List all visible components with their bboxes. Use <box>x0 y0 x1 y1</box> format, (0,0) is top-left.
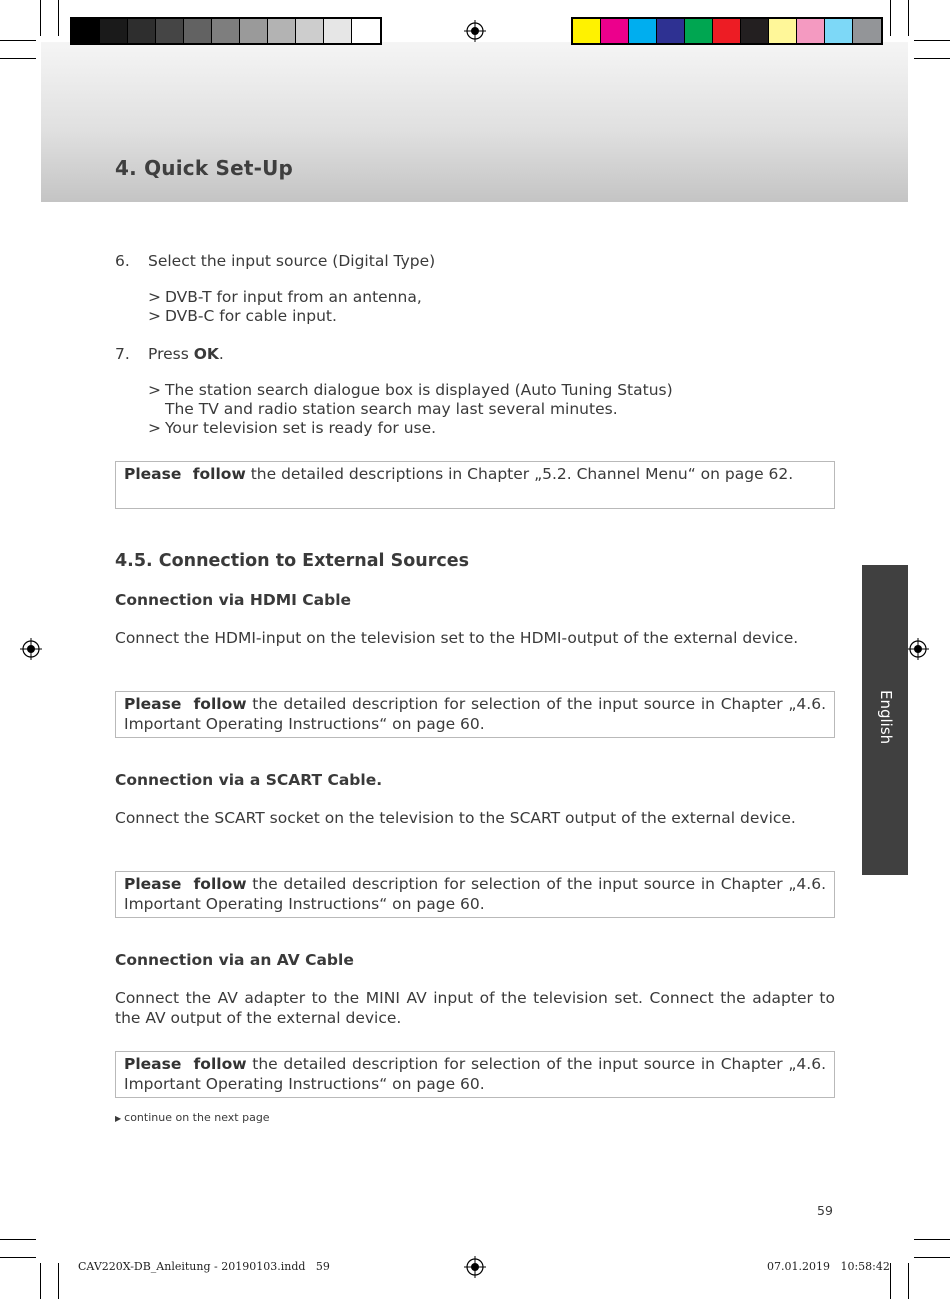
calibration-swatch <box>100 19 128 43</box>
registration-mark-icon <box>907 638 929 660</box>
calibration-swatch <box>741 19 769 43</box>
note-lead: Please follow <box>124 1055 247 1073</box>
calibration-swatch <box>685 19 713 43</box>
note-box <box>115 691 835 738</box>
calibration-swatch <box>629 19 657 43</box>
crop-mark <box>0 1257 36 1258</box>
subsection-body: Connect the AV adapter to the MINI AV input of the television set. Connect the adapter to the AV output of the external device. <box>115 989 835 1027</box>
calibration-swatch <box>853 19 881 43</box>
subsection-heading: Connection via an AV Cable <box>115 951 354 969</box>
calibration-swatch <box>268 19 296 43</box>
crop-mark <box>890 1263 891 1299</box>
crop-mark <box>40 1263 41 1299</box>
result-marker: > <box>148 307 161 325</box>
note-text: the detailed descriptions in Chapter „5.2. Channel Menu“ on page 62. <box>250 465 794 483</box>
crop-mark <box>0 1239 36 1240</box>
calibration-swatch <box>713 19 741 43</box>
crop-mark <box>40 0 41 36</box>
result-text: The station search dialogue box is displayed (Auto Tuning Status) <box>165 381 673 399</box>
crop-mark <box>908 0 909 36</box>
calibration-swatch <box>573 19 601 43</box>
crop-mark <box>914 58 950 59</box>
subsection-heading: Connection via a SCART Cable. <box>115 771 383 789</box>
registration-mark-icon <box>20 638 42 660</box>
chapter-title: 4. Quick Set-Up <box>115 156 294 180</box>
calibration-swatch <box>601 19 629 43</box>
note-box <box>115 461 835 509</box>
continue-note <box>115 1111 270 1124</box>
calibration-swatch <box>825 19 853 43</box>
step-text: Select the input source (Digital Type) <box>148 252 436 270</box>
result-text: Your television set is ready for use. <box>165 419 437 437</box>
calibration-swatch <box>128 19 156 43</box>
calibration-swatch <box>324 19 352 43</box>
crop-mark <box>0 40 36 41</box>
note-lead: Please follow <box>124 465 246 483</box>
calibration-swatch <box>72 19 100 43</box>
continue-text: continue on the next page <box>124 1111 270 1124</box>
footer-datetime: 07.01.2019 10:58:42 <box>767 1260 890 1273</box>
note-text: the detailed description for selection of the input source in Chapter „4.6. Important Operating Instructions“ on page 60. <box>124 1055 826 1093</box>
note-text: the detailed description for selection of the input source in Chapter „4.6. Important Operating Instructions“ on page 60. <box>124 695 826 733</box>
calibration-swatch <box>184 19 212 43</box>
note-lead: Please follow <box>124 875 247 893</box>
ok-key-label: OK <box>193 345 219 363</box>
calibration-swatch <box>296 19 324 43</box>
note-lead: Please follow <box>124 695 247 713</box>
crop-mark <box>58 0 59 36</box>
result-text: DVB-T for input from an antenna, <box>165 288 422 306</box>
result-text: DVB-C for cable input. <box>165 307 337 325</box>
grayscale-calibration-bar <box>70 17 382 45</box>
step-text: Press OK. <box>148 345 224 363</box>
result-text: The TV and radio station search may last several minutes. <box>165 400 618 418</box>
calibration-swatch <box>657 19 685 43</box>
note-text: the detailed description for selection of the input source in Chapter „4.6. Important Operating Instructions“ on page 60. <box>124 875 826 913</box>
footer-file-info: CAV220X-DB_Anleitung - 20190103.indd 59 <box>78 1260 330 1273</box>
calibration-swatch <box>352 19 380 43</box>
calibration-swatch <box>212 19 240 43</box>
calibration-swatch <box>797 19 825 43</box>
result-marker: > <box>148 288 161 306</box>
crop-mark <box>58 1263 59 1299</box>
page-number: 59 <box>817 1203 833 1218</box>
step-number: 7. <box>115 345 130 363</box>
crop-mark <box>0 58 36 59</box>
result-marker: > <box>148 419 161 437</box>
crop-mark <box>914 1257 950 1258</box>
subsection-heading: Connection via HDMI Cable <box>115 591 352 609</box>
play-arrow-icon: ▶ <box>115 1114 122 1123</box>
crop-mark <box>890 0 891 36</box>
color-calibration-bar <box>571 17 883 45</box>
subsection-body: Connect the HDMI-input on the television set to the HDMI-output of the external device. <box>115 629 799 647</box>
result-marker: > <box>148 381 161 399</box>
crop-mark <box>914 1239 950 1240</box>
registration-mark-icon <box>464 1256 486 1278</box>
step-number: 6. <box>115 252 130 270</box>
note-box <box>115 871 835 918</box>
crop-mark <box>908 1263 909 1299</box>
calibration-swatch <box>156 19 184 43</box>
crop-mark <box>914 40 950 41</box>
calibration-swatch <box>769 19 797 43</box>
section-title: 4.5. Connection to External Sources <box>115 551 470 571</box>
calibration-swatch <box>240 19 268 43</box>
note-box <box>115 1051 835 1098</box>
subsection-body: Connect the SCART socket on the television to the SCART output of the external device. <box>115 809 796 827</box>
registration-mark-icon <box>464 20 486 42</box>
